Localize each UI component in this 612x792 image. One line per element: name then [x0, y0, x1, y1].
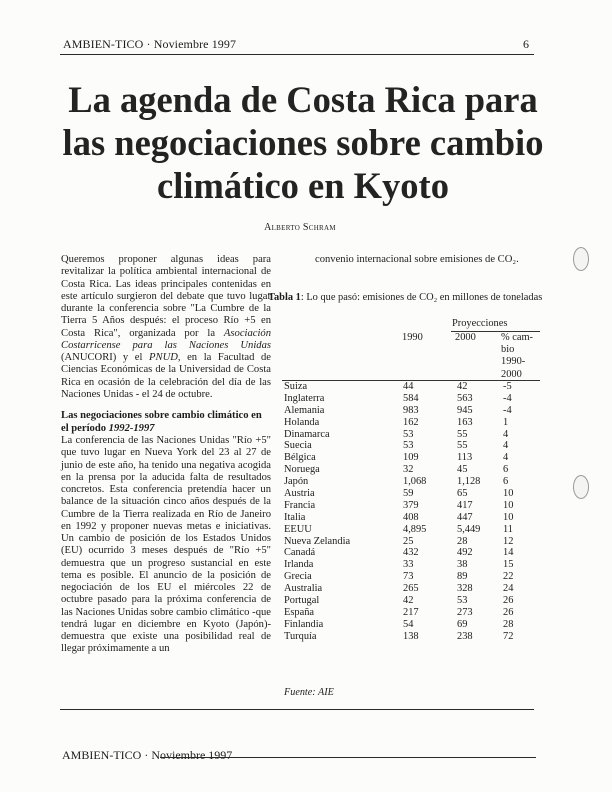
table-label: Tabla 1: [268, 292, 301, 303]
percent-change-cell: -4: [503, 392, 512, 404]
column-header-1990: 1990: [402, 332, 423, 343]
country-cell: Holanda: [284, 416, 320, 428]
percent-change-cell: 24: [503, 583, 514, 595]
intro-text-c: , en la Facultad de Ciencias Económicas de la Universidad de Costa Rica en ocasión de la celebración del día de las Naciones Unidas - el 24 de octubre.: [61, 352, 271, 400]
emissions-2000-cell: 273: [457, 606, 473, 618]
emissions-2000-cell: 1,128: [457, 476, 481, 488]
table-row: [284, 512, 544, 524]
country-cell: Bélgica: [284, 452, 316, 464]
emissions-1990-cell: 42: [403, 595, 414, 607]
country-cell: Grecia: [284, 571, 312, 583]
table-row: [284, 405, 544, 417]
percent-change-cell: 72: [503, 630, 514, 642]
emissions-2000-cell: 328: [457, 583, 473, 595]
percent-change-cell: 11: [503, 523, 514, 535]
country-cell: Canadá: [284, 547, 316, 559]
table-row: [284, 464, 544, 476]
percent-header-line: bio: [501, 344, 515, 356]
emissions-2000-cell: 42: [457, 381, 468, 392]
emissions-1990-cell: 138: [403, 630, 419, 642]
country-cell: EEUU: [284, 523, 312, 535]
percent-change-cell: 14: [503, 547, 514, 559]
emissions-2000-cell: 492: [457, 547, 473, 559]
country-cell: Suiza: [284, 381, 308, 392]
table-row: [284, 547, 544, 559]
emissions-1990-cell: 265: [403, 583, 419, 595]
emissions-2000-cell: 5,449: [457, 523, 481, 535]
emissions-2000-cell: 163: [457, 416, 473, 428]
emissions-2000-cell: 65: [457, 488, 468, 500]
percent-change-cell: 10: [503, 499, 514, 511]
intro-org-pnud: PNUD: [149, 352, 178, 363]
emissions-1990-cell: 73: [403, 571, 414, 583]
emissions-1990-cell: 584: [403, 392, 419, 404]
emissions-2000-cell: 417: [457, 499, 473, 511]
table-row: [284, 571, 544, 583]
table-source: Fuente: AIE: [284, 687, 334, 698]
emissions-1990-cell: 162: [403, 416, 419, 428]
right-column-continuation: convenio internacional sobre emisiones de CO₂.: [315, 254, 519, 265]
percent-change-cell: 1: [503, 416, 509, 428]
table-row: [284, 417, 544, 429]
footer-rule: [160, 757, 536, 758]
country-cell: Turquía: [284, 630, 317, 642]
table-bottom-rule: [60, 709, 534, 710]
percent-header-line: 1990-: [501, 356, 526, 368]
running-head: AMBIEN-TICO · Noviembre 1997: [63, 37, 237, 51]
emissions-2000-cell: 113: [457, 452, 473, 464]
table-row: [284, 524, 544, 536]
country-cell: Italia: [284, 511, 306, 523]
table-row: [284, 559, 544, 571]
emissions-1990-cell: 53: [403, 440, 414, 452]
percent-change-cell: 22: [503, 571, 514, 583]
emissions-1990-cell: 59: [403, 488, 414, 500]
left-column: [61, 254, 271, 656]
country-cell: Dinamarca: [284, 428, 330, 440]
percent-header-line: % cam-: [501, 332, 534, 343]
intro-paragraph: [61, 254, 271, 401]
emissions-2000-cell: 69: [457, 618, 468, 630]
table-row: [284, 500, 544, 512]
percent-change-cell: 28: [503, 618, 514, 630]
percent-change-cell: 12: [503, 535, 514, 547]
article-title: La agenda de Costa Rica para las negociaciones sobre cambio climático en Kyoto: [62, 79, 544, 206]
emissions-1990-cell: 217: [403, 606, 419, 618]
emissions-1990-cell: 44: [403, 381, 414, 392]
table-row: [284, 607, 544, 619]
emissions-1990-cell: 1,068: [403, 476, 427, 488]
page-footer: AMBIEN-TICO · Noviembre 1997: [62, 748, 233, 762]
table-row: [284, 440, 544, 452]
emissions-2000-cell: 55: [457, 428, 468, 440]
country-cell: Austria: [284, 488, 315, 500]
percent-change-cell: 26: [503, 606, 514, 618]
projections-header: Proyecciones: [452, 318, 508, 329]
country-cell: Portugal: [284, 595, 320, 607]
table-row: [284, 476, 544, 488]
percent-change-cell: 15: [503, 559, 514, 571]
emissions-1990-cell: 4,895: [403, 523, 427, 535]
percent-change-cell: 10: [503, 511, 514, 523]
binder-hole: [573, 247, 589, 271]
country-cell: Australia: [284, 583, 323, 595]
body-paragraph: La conferencia de las Naciones Unidas "Río +5" que tuvo lugar en Nueva York del 23 al 27 de junio de este año, ha tenido una negativa acogida en la prensa por la aducida falta de resultados concretos. Esta conferencia pretendía hacer un balance de la situación cinco años después de la Cumbre de la Tierra realizada en Río de Janeiro en 1992 y proponer nuevas metas e iniciativas. Un cambio de posición de los Estados Unidos (EU) ocurrido 3 meses después de "Río +5" demuestra que un progreso sustancial en este tema es posible. El anuncio de la posición de negociación de los EU el miércoles 22 de octubre pasado para la próxima conferencia de las Naciones Unidas sobre cambio climático -que tendrá lugar en diciembre en Kyoto (Japón)- demuestra que existe una posibilidad real de llegar próximamente a un: [61, 435, 271, 655]
table-row: [284, 583, 544, 595]
header-rule: [60, 54, 534, 55]
intro-org-anucori: Asociación Costarricense para las Naciones Unidas: [61, 327, 271, 351]
table-row: [284, 631, 544, 643]
country-cell: Suecia: [284, 440, 312, 452]
emissions-1990-cell: 53: [403, 428, 414, 440]
emissions-1990-cell: 25: [403, 535, 414, 547]
emissions-2000-cell: 447: [457, 511, 473, 523]
table-row: [284, 595, 544, 607]
binder-hole: [573, 475, 589, 499]
page-number: 6: [523, 37, 529, 51]
percent-change-cell: 4: [503, 428, 509, 440]
emissions-2000-cell: 238: [457, 630, 473, 642]
column-header-percent-change: [501, 332, 541, 381]
percent-change-cell: 4: [503, 440, 509, 452]
column-header-2000: 2000: [455, 332, 476, 343]
percent-change-cell: 6: [503, 464, 509, 476]
emissions-2000-cell: 28: [457, 535, 468, 547]
table-row: [284, 619, 544, 631]
emissions-1990-cell: 32: [403, 464, 414, 476]
table-row: [284, 488, 544, 500]
emissions-1990-cell: 33: [403, 559, 414, 571]
table-row: [284, 381, 544, 393]
article-author: Alberto Schram: [264, 222, 336, 233]
country-cell: Francia: [284, 499, 316, 511]
country-cell: Alemania: [284, 404, 325, 416]
country-cell: España: [284, 606, 315, 618]
emissions-1990-cell: 983: [403, 404, 419, 416]
country-cell: Irlanda: [284, 559, 314, 571]
emissions-2000-cell: 945: [457, 404, 473, 416]
percent-change-cell: 26: [503, 595, 514, 607]
emissions-1990-cell: 109: [403, 452, 419, 464]
table-row: [284, 393, 544, 405]
emissions-1990-cell: 432: [403, 547, 419, 559]
emissions-1990-cell: 379: [403, 499, 419, 511]
percent-change-cell: 10: [503, 488, 514, 500]
country-cell: Inglaterra: [284, 392, 325, 404]
percent-change-cell: 4: [503, 452, 509, 464]
intro-text-b: (ANUCORI) y el: [61, 352, 150, 363]
subheading-period: 1992-1997: [108, 423, 155, 434]
emissions-2000-cell: 45: [457, 464, 468, 476]
emissions-2000-cell: 53: [457, 595, 468, 607]
emissions-2000-cell: 55: [457, 440, 468, 452]
table-row: [284, 429, 544, 441]
emissions-1990-cell: 54: [403, 618, 414, 630]
emissions-1990-cell: 408: [403, 511, 419, 523]
intro-text-a: Queremos proponer algunas ideas para revitalizar la política ambiental internacional de Costa Rica. Las ideas principales contenidas en este artículo surgieron del debate que tuvo lugar durante la conferencia sobre "La Cumbre de la Tierra 5 Años después: el proceso Río +5 en Costa Rica", organizada por la: [61, 254, 271, 339]
country-cell: Finlandia: [284, 618, 324, 630]
table-caption-text: : Lo que pasó: emisiones de CO₂ en millones de toneladas: [300, 292, 543, 303]
table-row: [284, 452, 544, 464]
section-subheading: [61, 409, 271, 435]
emissions-2000-cell: 38: [457, 559, 468, 571]
emissions-2000-cell: 89: [457, 571, 468, 583]
subheading-text: Las negociaciones sobre cambio climático en el período: [61, 410, 262, 434]
emissions-2000-cell: 563: [457, 392, 473, 404]
percent-change-cell: -4: [503, 404, 512, 416]
country-cell: Japón: [284, 476, 309, 488]
percent-header-line: 2000: [501, 368, 522, 380]
emissions-table-body: [284, 381, 544, 643]
table-row: [284, 536, 544, 548]
country-cell: Noruega: [284, 464, 320, 476]
table-caption: [268, 291, 550, 304]
percent-change-cell: -5: [503, 381, 512, 392]
country-cell: Nueva Zelandia: [284, 535, 351, 547]
percent-change-cell: 6: [503, 476, 509, 488]
